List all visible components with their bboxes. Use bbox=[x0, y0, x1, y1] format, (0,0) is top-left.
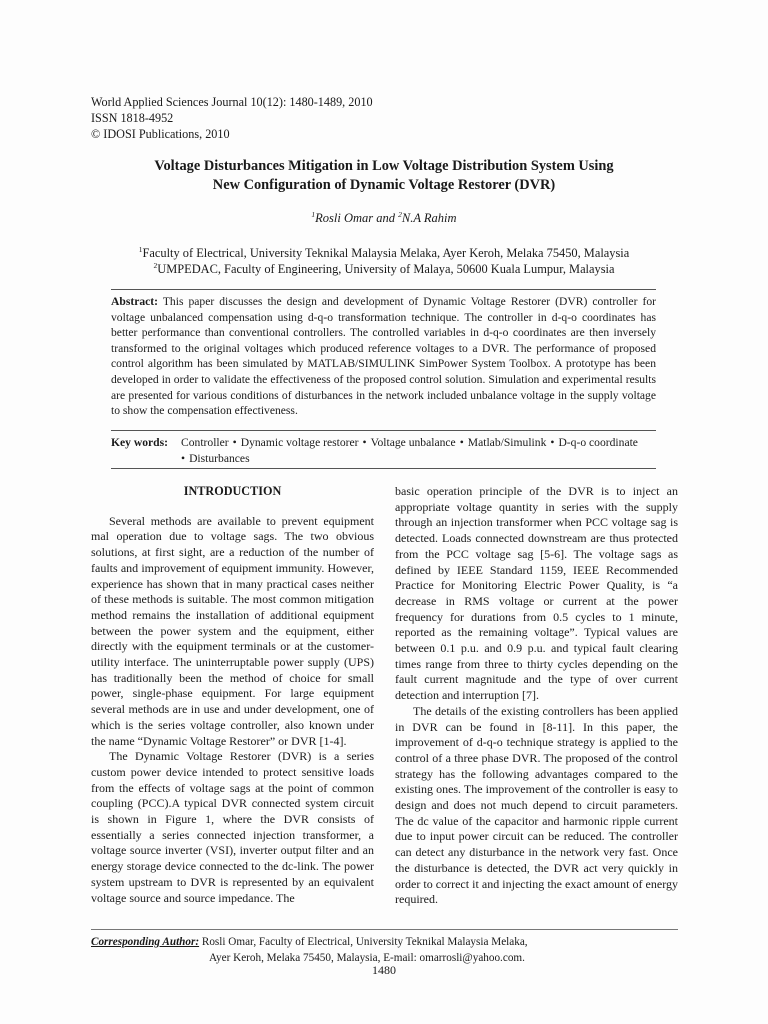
keyword: Voltage unbalance bbox=[370, 436, 456, 449]
abstract bbox=[111, 294, 656, 419]
keyword-separator: • bbox=[550, 436, 555, 449]
abstract-label: Abstract: bbox=[111, 295, 159, 308]
corresponding-author-label: Corresponding Author: bbox=[91, 936, 200, 948]
journal-issn: ISSN 1818-4952 bbox=[91, 111, 174, 125]
affiliation-2 bbox=[60, 261, 708, 277]
affiliation-1-superscript: 1 bbox=[138, 245, 143, 254]
keywords-label: Key words: bbox=[111, 436, 168, 449]
affiliation-2-text: UMPEDAC, Faculty of Engineering, University of Malaya, 50600 Kuala Lumpur, Malaysia bbox=[157, 262, 615, 276]
author-list bbox=[60, 211, 708, 226]
author-1: Rosli Omar and bbox=[315, 211, 399, 225]
keywords-line-1 bbox=[181, 435, 638, 451]
keywords-line-2 bbox=[181, 451, 250, 467]
keywords-bottom-rule bbox=[111, 468, 656, 469]
keyword: Controller bbox=[181, 436, 229, 449]
affiliation-2-superscript: 2 bbox=[153, 261, 158, 270]
title-line-2: New Configuration of Dynamic Voltage Restorer (DVR) bbox=[212, 177, 556, 193]
corresponding-author bbox=[91, 934, 681, 966]
abstract-text: This paper discusses the design and development of Dynamic Voltage Restorer (DVR) controller for voltage unbalanced compensation using d-q-o transformation technique. The controller in d-q-o coordinates has better performance than conventional controllers. The controlled variables in d-q-o coordinates are then inversely transformed to the original voltages which produced reference voltages to a DVR. The performance of proposed control algorithm has been simulated by MATLAB/SIMULINK SimPower System Toolbox. A prototype has been developed in order to validate the effectiveness of the proposed control solution. Simulation and experimental results are presented for various conditions of disturbances in the network included unbalance voltage in the supply voltage to show the compensation effectiveness. bbox=[111, 295, 656, 418]
keyword: Disturbances bbox=[189, 452, 250, 465]
journal-info bbox=[91, 94, 373, 142]
paragraph: Several methods are available to prevent equipment mal operation due to voltage sags. The two obvious solutions, at first sight, are a reduction of the number of faults and improvement of equipment immunity. However, experience has shown that in many practical cases neither of these methods is suitable. The most common mitigation method remains the installation of additional equipment between the power system and the equipment, either directly with the equipment terminals or at the customer-utility interface. The uninterruptable power supply (UPS) has traditionally been the method of choice for small power, single-phase equipment. For large equipment several methods are in use and under development, one of which is the series voltage controller, also known under the name “Dynamic Voltage Restorer” or DVR [1-4]. bbox=[91, 513, 374, 748]
abstract-top-rule bbox=[111, 289, 656, 290]
keyword: Dynamic voltage restorer bbox=[240, 436, 359, 449]
page-number: 1480 bbox=[372, 963, 396, 977]
keyword-separator: • bbox=[181, 452, 186, 465]
paragraph: The details of the existing controllers has been applied in DVR can be found in [8-11]. In this paper, the improvement of d-q-o technique strategy is applied to the control of a three phase DVR. The proposed of the control strategy has the following advantages compared to the existing ones. The improvement of the controller is easy to design and does not much depend to circuit parameters. The dc value of the capacitor and harmonic ripple current due to input power circuit can be reduced. The controller can detect any disturbance in the network very fast. Once the disturbance is detected, the DVR act very quickly in order to correct it and injecting the exact amount of energy required. bbox=[395, 703, 678, 907]
corresponding-line-1 bbox=[91, 934, 681, 950]
abstract-bottom-rule bbox=[111, 430, 656, 431]
affiliation-1 bbox=[60, 245, 708, 261]
keyword-separator: • bbox=[362, 436, 367, 449]
footnote-rule bbox=[91, 929, 678, 930]
author-2: N.A Rahim bbox=[401, 211, 457, 225]
keyword-separator: • bbox=[232, 436, 237, 449]
paper-title bbox=[60, 157, 708, 195]
corresponding-author-contact: Ayer Keroh, Melaka 75450, Malaysia, E-mail: omarrosli@yahoo.com. bbox=[209, 952, 525, 964]
paragraph: The Dynamic Voltage Restorer (DVR) is a series custom power device intended to protect sensitive loads from the effects of voltage sags at the point of common coupling (PCC).A typical DVR connected system circuit is shown in Figure 1, where the DVR consists of essentially a series connected injection transformer, a voltage source inverter (VSI), inverter output filter and an energy storage device connected to the dc-link. The power system upstream to DVR is represented by an equivalent voltage source and source impedance. The bbox=[91, 749, 374, 905]
author-2-superscript: 2 bbox=[398, 210, 402, 219]
left-column bbox=[91, 484, 374, 906]
keyword: Matlab/Simulink bbox=[467, 436, 547, 449]
title-line-1: Voltage Disturbances Mitigation in Low Voltage Distribution System Using bbox=[154, 158, 614, 174]
affiliations bbox=[60, 245, 708, 277]
keyword: D-q-o coordinate bbox=[558, 436, 638, 449]
author-1-superscript: 1 bbox=[311, 210, 316, 219]
section-heading-introduction: INTRODUCTION bbox=[183, 484, 282, 498]
journal-citation: World Applied Sciences Journal 10(12): 1480-1489, 2010 bbox=[91, 95, 373, 109]
right-column bbox=[395, 484, 678, 908]
paragraph: basic operation principle of the DVR is to inject an appropriate voltage quantity in series with the supply through an injection transformer when PCC voltage sag is detected. Loads connected downstream are thus protected from the PCC voltage sag [5-6]. The voltage sags as defined by IEEE Standard 1159, IEEE Recommended Practice for Monitoring Electric Power Quality, is “a decrease in RMS voltage or current at the power frequency for durations from 0.5 cycles to 1 minute, reported as the remaining voltage”. Typical values are between 0.1 p.u. and 0.9 p.u. and typical fault clearing times range from three to thirty cycles depending on the fault current magnitude and the type of over current detection and interruption [7]. bbox=[395, 484, 678, 703]
journal-publisher: © IDOSI Publications, 2010 bbox=[91, 127, 230, 141]
keyword-separator: • bbox=[459, 436, 464, 449]
corresponding-author-affiliation: Rosli Omar, Faculty of Electrical, University Teknikal Malaysia Melaka, bbox=[201, 936, 528, 948]
affiliation-1-text: Faculty of Electrical, University Teknikal Malaysia Melaka, Ayer Keroh, Melaka 75450, Malaysia bbox=[142, 246, 630, 260]
